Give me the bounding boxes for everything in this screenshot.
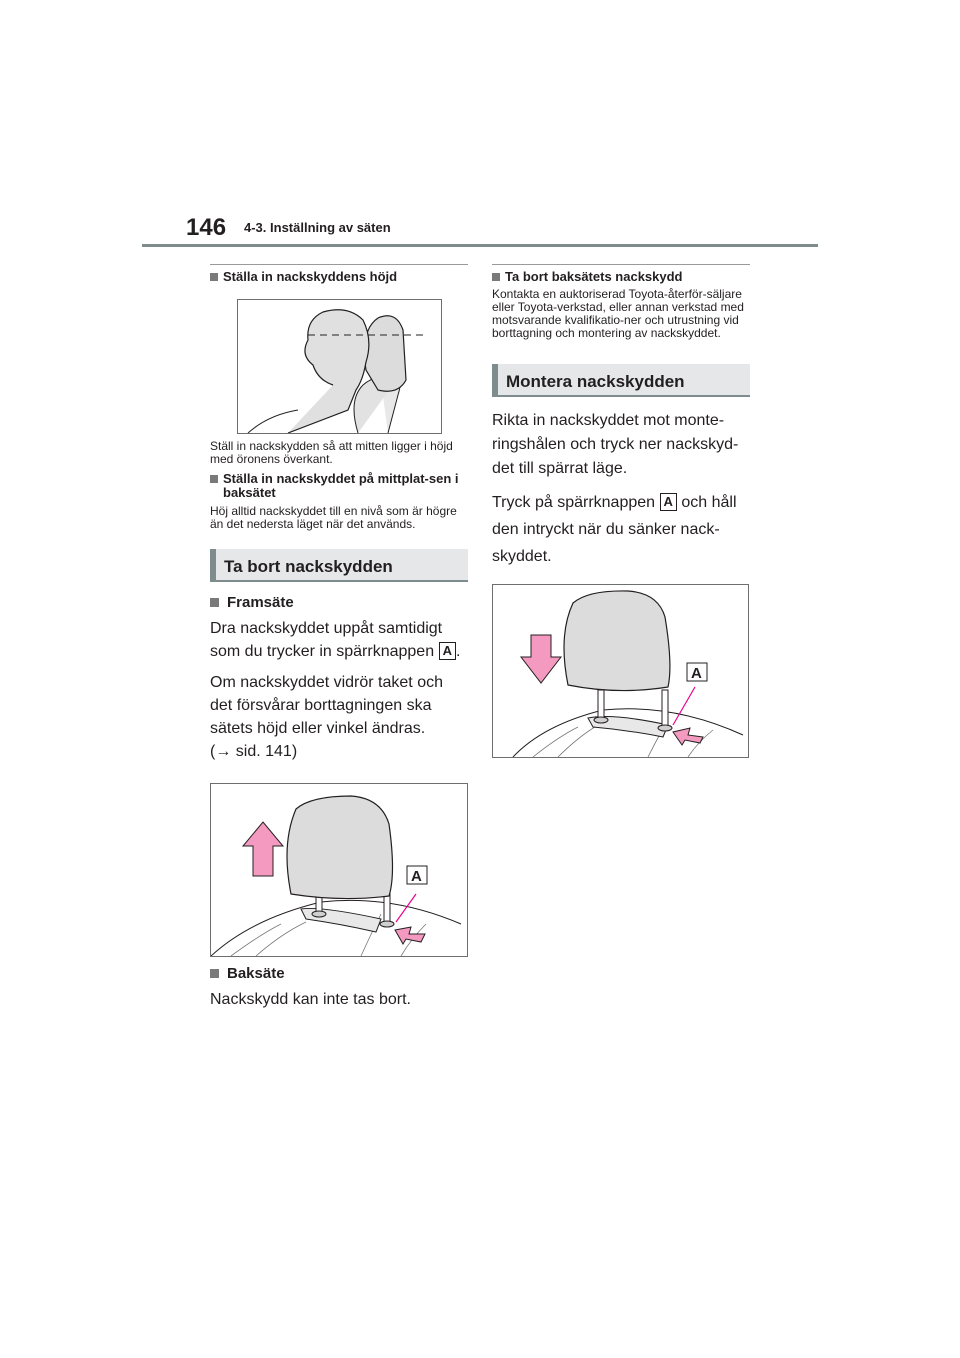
square-bullet-icon: [210, 598, 219, 607]
adjust-rear-center-heading: Ställa in nackskyddet på mittplat-sen i baksätet: [210, 472, 468, 500]
adjust-rear-center-text: Höj alltid nackskyddet till en nivå som är högre än det nedersta läget när det används.: [210, 504, 457, 531]
head-height-illustration: [238, 300, 441, 433]
divider: [210, 264, 468, 265]
remove-rear-heading: Ta bort baksätets nackskydd: [492, 270, 750, 284]
adjust-height-heading: Ställa in nackskyddens höjd: [210, 270, 468, 284]
label-a-box: A: [439, 642, 456, 660]
front-seat-note: Om nackskyddet vidrör taket och det försvårar borttagningen ska sätets höjd eller vinkel ändras.: [210, 674, 443, 737]
remove-rear-text: Kontakta en auktoriserad Toyota-återför-säljare eller Toyota-verkstad, eller annan verkstad med motsvarande kvalifikatio-ner och utrustning vid borttagning och montering av nackskyddet.: [492, 287, 744, 340]
install-section-title: Montera nackskydden: [506, 372, 685, 391]
arrow-right-icon: →: [215, 743, 232, 760]
figure-install-headrest: [492, 584, 749, 758]
callout-a-label: A: [411, 868, 422, 885]
page-number: 146: [186, 214, 227, 241]
label-a-box: A: [660, 493, 677, 511]
front-seat-text: Dra nackskyddet uppåt samtidigt som du trycker in spärrknappen A .: [210, 620, 461, 660]
install-headrest-illustration: [493, 585, 748, 757]
remove-headrest-illustration: [211, 784, 467, 956]
front-seat-heading: Framsäte: [210, 594, 468, 611]
header-rule: [142, 244, 818, 247]
remove-section-title: Ta bort nackskydden: [224, 557, 393, 576]
divider: [492, 264, 750, 265]
remove-section-bar: [210, 549, 468, 582]
square-bullet-icon: [210, 475, 218, 483]
square-bullet-icon: [210, 273, 218, 281]
install-text-1: Rikta in nackskyddet mot monte-ringshålen och tryck ner nackskyd-det till spärrat läge.: [492, 412, 739, 477]
figure-head-height: [237, 299, 442, 434]
left-column: [210, 264, 468, 1011]
figure-remove-headrest: [210, 783, 468, 957]
install-text-2: Tryck på spärrknappen A och håll den intryckt när du sänker nack-skyddet.: [492, 494, 737, 565]
install-section-bar: [492, 364, 750, 397]
rear-seat-text: Nackskydd kan inte tas bort.: [210, 991, 411, 1008]
rear-seat-heading: Baksäte: [210, 965, 468, 982]
chapter-title: 4-3. Inställning av säten: [244, 220, 391, 235]
callout-a-label: A: [691, 665, 702, 682]
page-reference: (→ sid. 141): [210, 743, 298, 760]
square-bullet-icon: [210, 969, 219, 978]
square-bullet-icon: [492, 273, 500, 281]
adjust-height-text: Ställ in nackskydden så att mitten ligger i höjd med öronens överkant.: [210, 439, 453, 466]
right-column: [492, 264, 750, 758]
